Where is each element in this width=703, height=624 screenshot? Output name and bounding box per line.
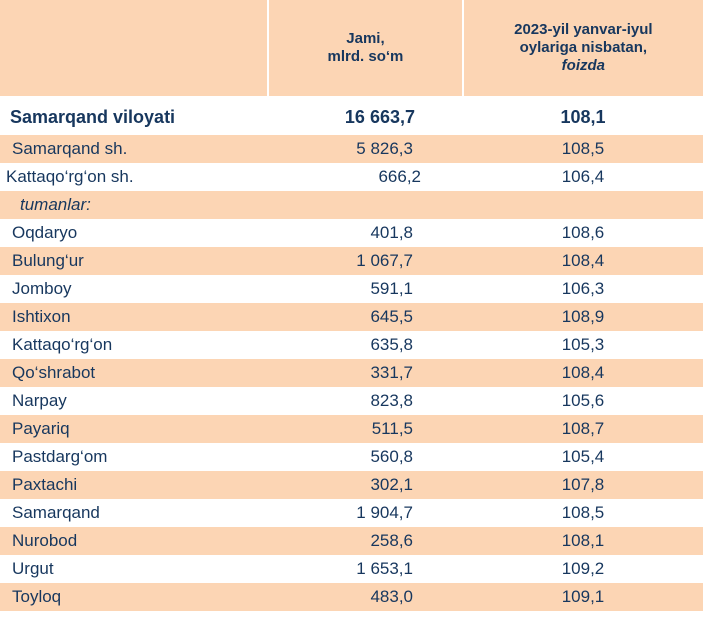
table-row: [0, 555, 703, 583]
district-value: 645,5: [370, 307, 413, 326]
district-value: 1 653,1: [356, 559, 413, 578]
district-value: 1 067,7: [356, 251, 413, 270]
district-name: Jomboy: [12, 279, 72, 298]
district-name: Toyloq: [12, 587, 62, 606]
city-value: 5 826,3: [356, 139, 413, 158]
table-row: [0, 359, 703, 387]
district-rows: [0, 219, 703, 611]
district-percent: 105,4: [561, 447, 605, 466]
district-value: 1 904,7: [356, 503, 413, 522]
table-row-subheader: [0, 191, 703, 219]
table-row: [0, 443, 703, 471]
district-value: 511,5: [371, 419, 413, 438]
region-value: 16 663,7: [344, 106, 415, 127]
table-row: [0, 163, 703, 191]
district-percent: 108,4: [561, 363, 605, 382]
table-row: [0, 499, 703, 527]
table-row: [0, 387, 703, 415]
table-row: [0, 303, 703, 331]
header-total-line1: Jami,: [346, 30, 385, 47]
table-row: [0, 219, 703, 247]
district-percent: 105,6: [561, 391, 605, 410]
city-percent: 106,4: [561, 167, 605, 186]
header-total-column: [269, 0, 463, 96]
district-name: Samarqand: [12, 503, 100, 522]
district-name: Narpay: [12, 391, 67, 410]
district-name: Payariq: [12, 419, 70, 438]
district-value: 483,0: [370, 587, 413, 606]
district-value: 302,1: [370, 475, 413, 494]
city-percent: 108,5: [561, 139, 605, 158]
region-name: Samarqand viloyati: [10, 106, 176, 127]
district-percent: 109,2: [561, 559, 605, 578]
district-value: 401,8: [370, 223, 413, 242]
city-name: Kattaqo‘rg‘on sh.: [6, 167, 134, 186]
district-name: Bulung‘ur: [12, 251, 84, 270]
region-percent: 108,1: [560, 106, 606, 127]
header-percent-line2: oylariga nisbatan,: [519, 39, 648, 56]
district-value: 258,6: [370, 531, 413, 550]
district-name: Oqdaryo: [12, 223, 78, 242]
district-percent: 109,1: [561, 587, 605, 606]
city-value: 666,2: [378, 167, 421, 186]
district-name: Paxtachi: [12, 475, 78, 494]
district-percent: 107,8: [561, 475, 605, 494]
district-value: 823,8: [370, 391, 413, 410]
district-percent: 108,5: [561, 503, 605, 522]
table-row: [0, 331, 703, 359]
table-row: [0, 275, 703, 303]
district-percent: 108,4: [561, 251, 605, 270]
district-value: 591,1: [370, 279, 413, 298]
header-percent-line3: foizda: [561, 57, 605, 74]
table-row: [0, 247, 703, 275]
district-percent: 108,9: [561, 307, 605, 326]
district-percent: 108,6: [561, 223, 605, 242]
table-row: [0, 135, 703, 163]
district-percent: 108,7: [561, 419, 605, 438]
table-row: [0, 583, 703, 611]
district-name: Ishtixon: [12, 307, 71, 326]
district-name: Pastdarg‘om: [12, 447, 108, 466]
district-value: 635,8: [370, 335, 413, 354]
header-total-line2: mlrd. so‘m: [327, 48, 404, 65]
district-percent: 105,3: [561, 335, 605, 354]
districts-label: tumanlar:: [20, 195, 91, 214]
district-percent: 106,3: [561, 279, 605, 298]
table-row: [0, 471, 703, 499]
city-name: Samarqand sh.: [12, 139, 128, 158]
header-region-cell: [0, 0, 269, 96]
district-percent: 108,1: [561, 531, 605, 550]
table-row-total: [0, 99, 703, 135]
header-percent-column: [464, 0, 703, 96]
table-row: [0, 415, 703, 443]
district-value: 560,8: [370, 447, 413, 466]
table-row: [0, 527, 703, 555]
district-name: Qo‘shrabot: [12, 363, 96, 382]
district-value: 331,7: [370, 363, 413, 382]
district-name: Kattaqo‘rg‘on: [12, 335, 113, 354]
district-name: Nurobod: [12, 531, 78, 550]
district-name: Urgut: [12, 559, 54, 578]
header-percent-line1: 2023-yil yanvar-iyul: [514, 21, 653, 38]
table-header: [0, 0, 703, 99]
